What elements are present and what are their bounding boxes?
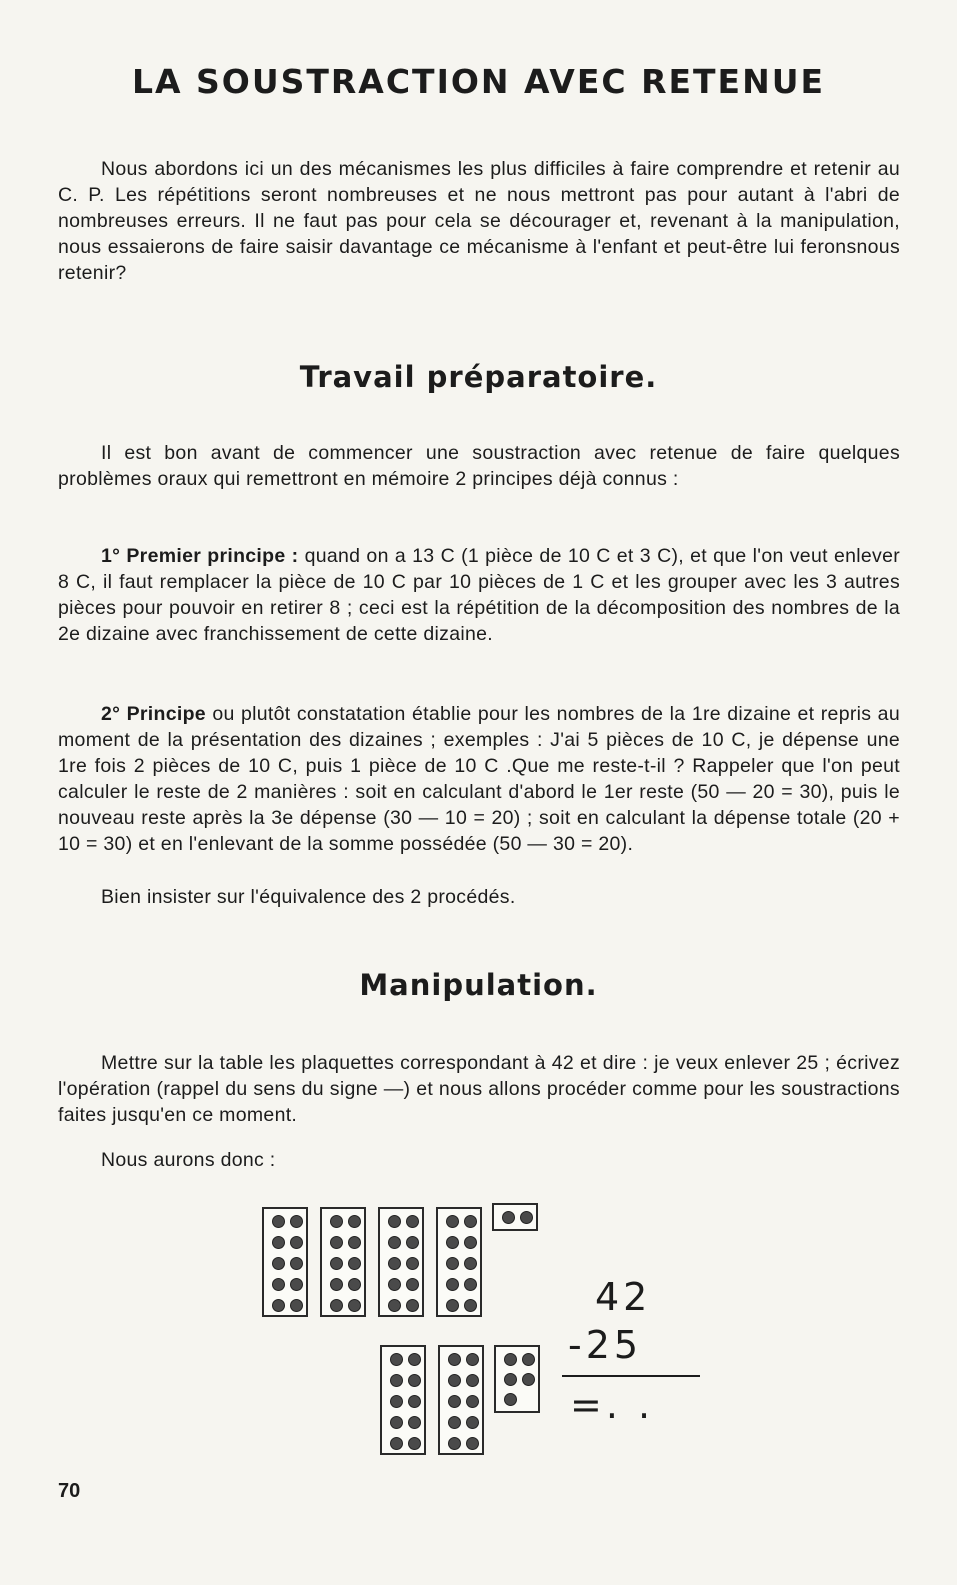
dot <box>408 1374 421 1387</box>
dot <box>390 1437 403 1450</box>
minuend: 42 <box>595 1275 652 1319</box>
dot <box>446 1215 459 1228</box>
page-title: LA SOUSTRACTION AVEC RETENUE <box>131 62 826 101</box>
dot <box>522 1353 535 1366</box>
operation-rule <box>562 1375 700 1377</box>
dot <box>390 1395 403 1408</box>
dot <box>330 1257 343 1270</box>
dot <box>272 1278 285 1291</box>
dot <box>448 1395 461 1408</box>
dot <box>446 1278 459 1291</box>
dot <box>522 1373 535 1386</box>
dot <box>464 1215 477 1228</box>
ten-plate <box>378 1207 424 1317</box>
dot <box>448 1374 461 1387</box>
unit-plate <box>492 1203 538 1231</box>
dot <box>290 1257 303 1270</box>
page-number: 70 <box>58 1480 81 1502</box>
principle-2-label: 2° Principe <box>101 703 206 725</box>
dot <box>446 1257 459 1270</box>
principle-2-text: ou plutôt constatation établie pour les nombres de la 1re dizaine et repris au moment de la présentation des dizaines ; exemples : J'ai 5 pièces de 10 C, je dépense une 1re fois 2 pièces de 10 C, puis 1 pièce de 10 C .Que me reste-t-il ? Rappeler que l'on peut calculer le reste de 2 manières : soit en calculant d'abord le 1er reste (50 — 20 = 30), puis le nouveau reste après la 3e dépense (30 — 10 = 20) ; soit en calculant la dépense totale (20 + 10 = 30) et en l'enlevant de la somme possédée (50 — 30 = 20). <box>58 703 900 855</box>
dot <box>408 1437 421 1450</box>
section-heading-preparatory: Travail préparatoire. <box>299 360 658 394</box>
dot <box>406 1236 419 1249</box>
dot <box>388 1215 401 1228</box>
dot <box>390 1353 403 1366</box>
dot <box>388 1257 401 1270</box>
ten-plate <box>438 1345 484 1455</box>
dot <box>330 1299 343 1312</box>
dot <box>464 1299 477 1312</box>
dot <box>290 1278 303 1291</box>
dot <box>504 1373 517 1386</box>
dot <box>290 1215 303 1228</box>
dot <box>446 1236 459 1249</box>
dot <box>406 1299 419 1312</box>
principle-2-tail: Bien insister sur l'équivalence des 2 procédés. <box>101 886 516 908</box>
dot <box>520 1211 533 1224</box>
unit-plate <box>494 1345 540 1413</box>
dot <box>466 1395 479 1408</box>
manipulation-paragraph: Mettre sur la table les plaquettes correspondant à 42 et dire : je veux enlever 25 ; écrivez l'opération (rappel du sens du signe —) et nous allons procéder comme pour les soustractions faites jusqu'en ce moment. <box>58 1052 900 1126</box>
dot <box>272 1257 285 1270</box>
dot <box>330 1278 343 1291</box>
dot <box>348 1257 361 1270</box>
principle-1-label: 1° Premier principe : <box>101 545 299 567</box>
dot <box>406 1215 419 1228</box>
dot <box>330 1215 343 1228</box>
dot <box>348 1299 361 1312</box>
dot <box>446 1299 459 1312</box>
dot <box>406 1278 419 1291</box>
dot <box>272 1215 285 1228</box>
ten-plate <box>262 1207 308 1317</box>
dot <box>466 1416 479 1429</box>
dot <box>466 1353 479 1366</box>
dot <box>448 1437 461 1450</box>
dot <box>448 1416 461 1429</box>
ten-plate <box>320 1207 366 1317</box>
principle-1-paragraph <box>58 543 900 647</box>
dot <box>348 1278 361 1291</box>
principle-2-paragraph <box>58 701 900 857</box>
dot <box>330 1236 343 1249</box>
dot <box>466 1437 479 1450</box>
dot <box>390 1374 403 1387</box>
tens-plates-figure <box>250 1195 710 1470</box>
dot <box>348 1236 361 1249</box>
dot <box>390 1416 403 1429</box>
dot <box>290 1236 303 1249</box>
ten-plate <box>380 1345 426 1455</box>
intro-paragraph: Nous abordons ici un des mécanismes les plus difficiles à faire comprendre et retenir au C. P. Les répétitions seront nombreuses et ne nous mettront pas pour autant à l'abri de nombreuses erreurs. Il ne faut pas pour cela se décourager et, revenant à la manipulation, nous essaierons de faire saisir davantage ce mécanisme à l'enfant et peut-être lui feronsnous retenir? <box>58 158 900 284</box>
dot <box>348 1215 361 1228</box>
section-heading-manipulation: Manipulation. <box>359 968 598 1002</box>
dot <box>272 1299 285 1312</box>
manipulation-lead-in: Nous aurons donc : <box>101 1149 276 1171</box>
dot <box>408 1395 421 1408</box>
principle-1-text: quand on a 13 C (1 pièce de 10 C et 3 C), et que l'on veut enlever 8 C, il faut remplacer la pièce de 10 C par 10 pièces de 1 C et les grouper avec les 3 autres pièces pour pouvoir en retirer 8 ; ceci est la répétition de la décomposition des nombres de la 2e dizaine avec franchissement de cette dizaine. <box>58 545 901 645</box>
dot <box>388 1299 401 1312</box>
ten-plate <box>436 1207 482 1317</box>
subtrahend: -25 <box>568 1323 643 1367</box>
dot <box>408 1416 421 1429</box>
dot <box>406 1257 419 1270</box>
dot <box>290 1299 303 1312</box>
dot <box>504 1393 517 1406</box>
dot <box>464 1278 477 1291</box>
dot <box>504 1353 517 1366</box>
dot <box>464 1236 477 1249</box>
dot <box>502 1211 515 1224</box>
dot <box>388 1278 401 1291</box>
dot <box>466 1374 479 1387</box>
dot <box>408 1353 421 1366</box>
dot <box>464 1257 477 1270</box>
dot <box>388 1236 401 1249</box>
dot <box>448 1353 461 1366</box>
result-placeholder: =. . <box>570 1383 655 1427</box>
dot <box>272 1236 285 1249</box>
preparatory-paragraph: Il est bon avant de commencer une soustraction avec retenue de faire quelques problèmes oraux qui remettront en mémoire 2 principes déjà connus : <box>58 442 900 490</box>
